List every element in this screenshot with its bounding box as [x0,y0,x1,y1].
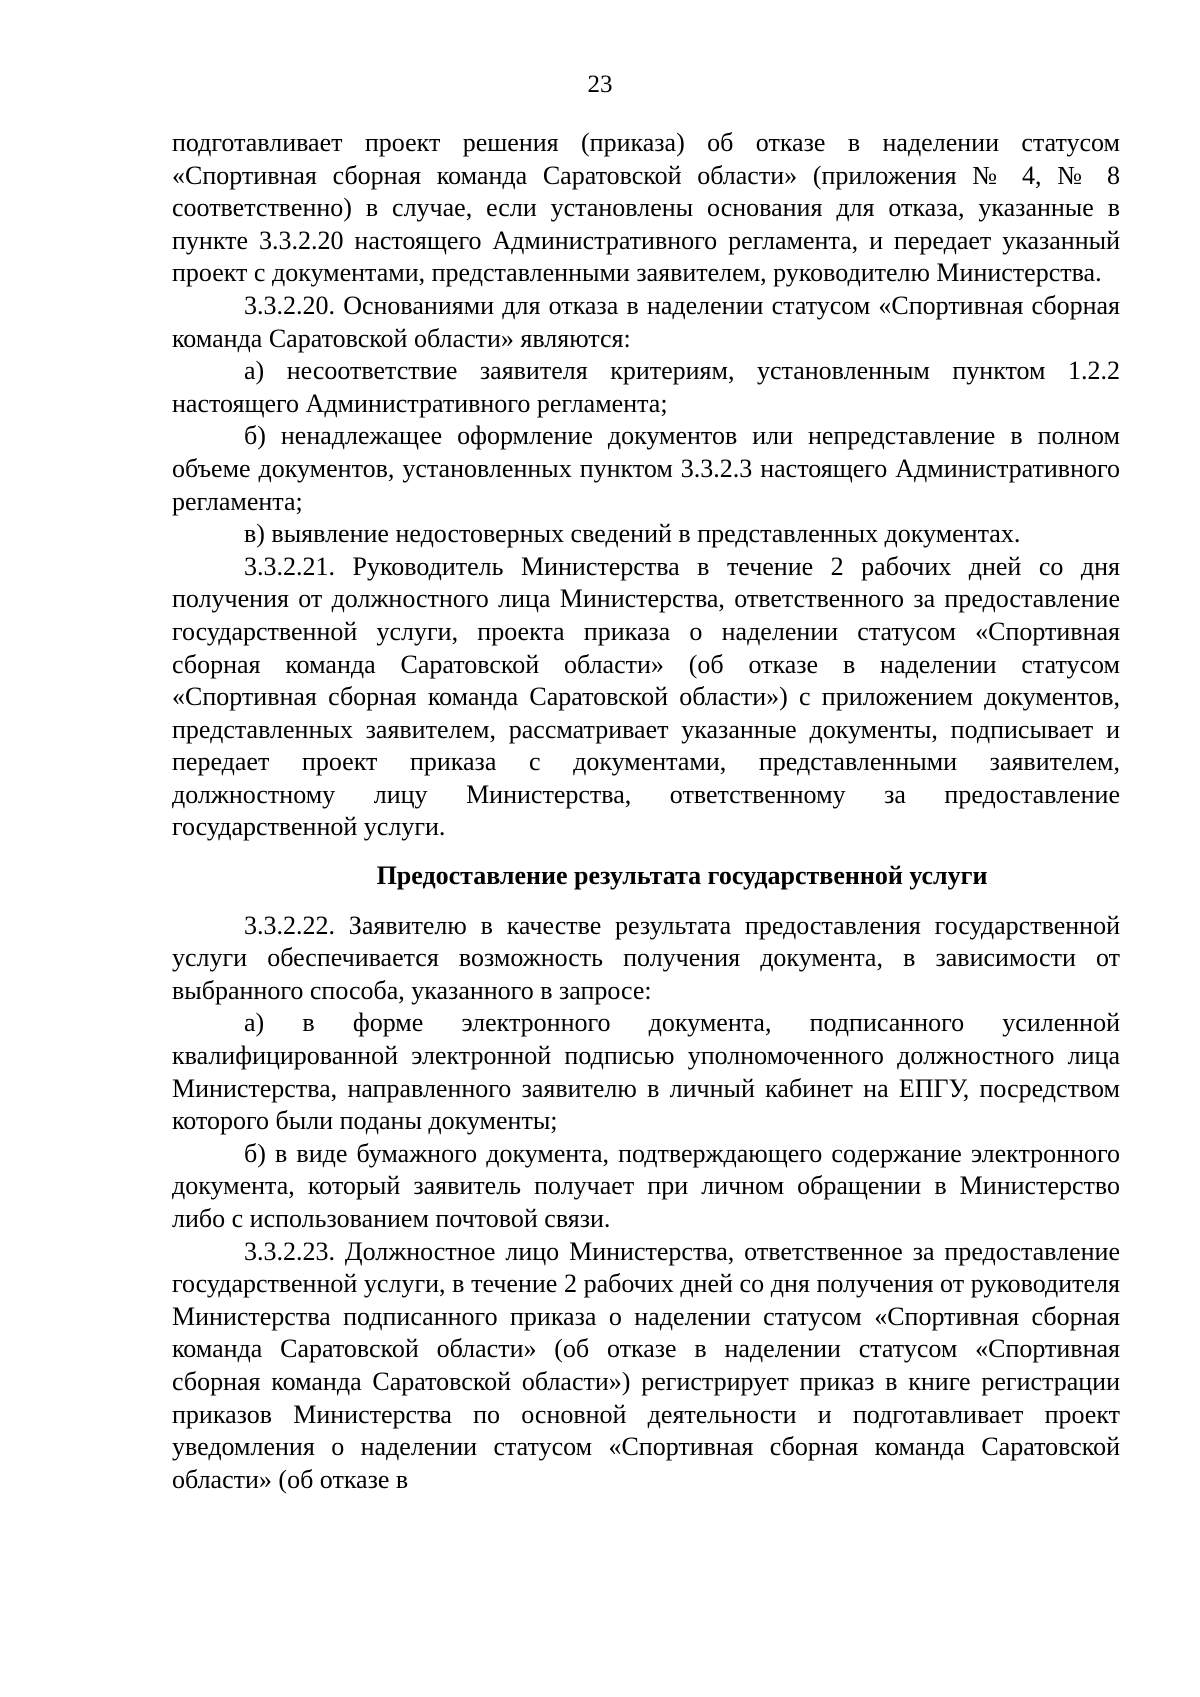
section-heading: Предоставление результата государственной услуги [376,861,988,891]
result-item-a: а) в форме электронного документа, подписанного усиленной квалифицированной электронной подписью уполномоченного должностного лица Министерства, направленного заявителю в личный кабинет на ЕПГУ, посредством которого были поданы документы; [172,1008,1120,1136]
paragraph-3-3-2-21: 3.3.2.21. Руководитель Министерства в течение 2 рабочих дней со дня получения от должностного лица Министерства, ответственного за предоставление государственной услуги, проекта приказа о наделении статусом «Спортивная сборная команда Саратовской области» (об отказе в наделении статусом «Спортивная сборная команда Саратовской области») с приложением документов, представленных заявителем, рассматривает указанные документы, подписывает и передает проект приказа с документами, представленными заявителем, должностному лицу Министерства, ответственному за предоставление государственной услуги. [172,551,1120,842]
list-item-b: б) ненадлежащее оформление документов или непредставление в полном объеме документов, установленных пунктом 3.3.2.3 настоящего Административного регламента; [172,421,1120,516]
list-item-v: в) выявление недостоверных сведений в представленных документах. [244,519,1021,549]
paragraph-3-3-2-22: 3.3.2.22. Заявителю в качестве результата предоставления государственной услуги обеспечивается возможность получения документа, в зависимости от выбранного способа, указанного в запросе: [172,910,1120,1005]
result-item-b: б) в виде бумажного документа, подтверждающего содержание электронного документа, который заявитель получает при личном обращении в Министерство либо с использованием почтовой связи. [172,1138,1120,1233]
list-item-a: а) несоответствие заявителя критериям, установленным пунктом 1.2.2 настоящего Административного регламента; [172,356,1120,418]
paragraph-3-3-2-23: 3.3.2.23. Должностное лицо Министерства, ответственное за предоставление государственной услуги, в течение 2 рабочих дней со дня получения от руководителя Министерства подписанного приказа о наделении статусом «Спортивная сборная команда Саратовской области» (об отказе в наделении статусом «Спортивная сборная команда Саратовской области») регистрирует приказ в книге регистрации приказов Министерства по основной деятельности и подготавливает проект уведомления о наделении статусом «Спортивная сборная команда Саратовской области» (об отказе в [172,1236,1120,1494]
page-number: 23 [587,71,613,98]
paragraph-3-3-2-20: 3.3.2.20. Основаниями для отказа в наделении статусом «Спортивная сборная команда Саратовской области» являются: [172,290,1120,353]
paragraph-continuation: подготавливает проект решения (приказа) об отказе в наделении статусом «Спортивная сборная команда Саратовской области» (приложения № 4, № 8 соответственно) в случае, если установлены основания для отказа, указанные в пункте 3.3.2.20 настоящего Административного регламента, и передает указанный проект с документами, представленными заявителем, руководителю Министерства. [172,128,1120,288]
document-body [172,127,1120,1496]
